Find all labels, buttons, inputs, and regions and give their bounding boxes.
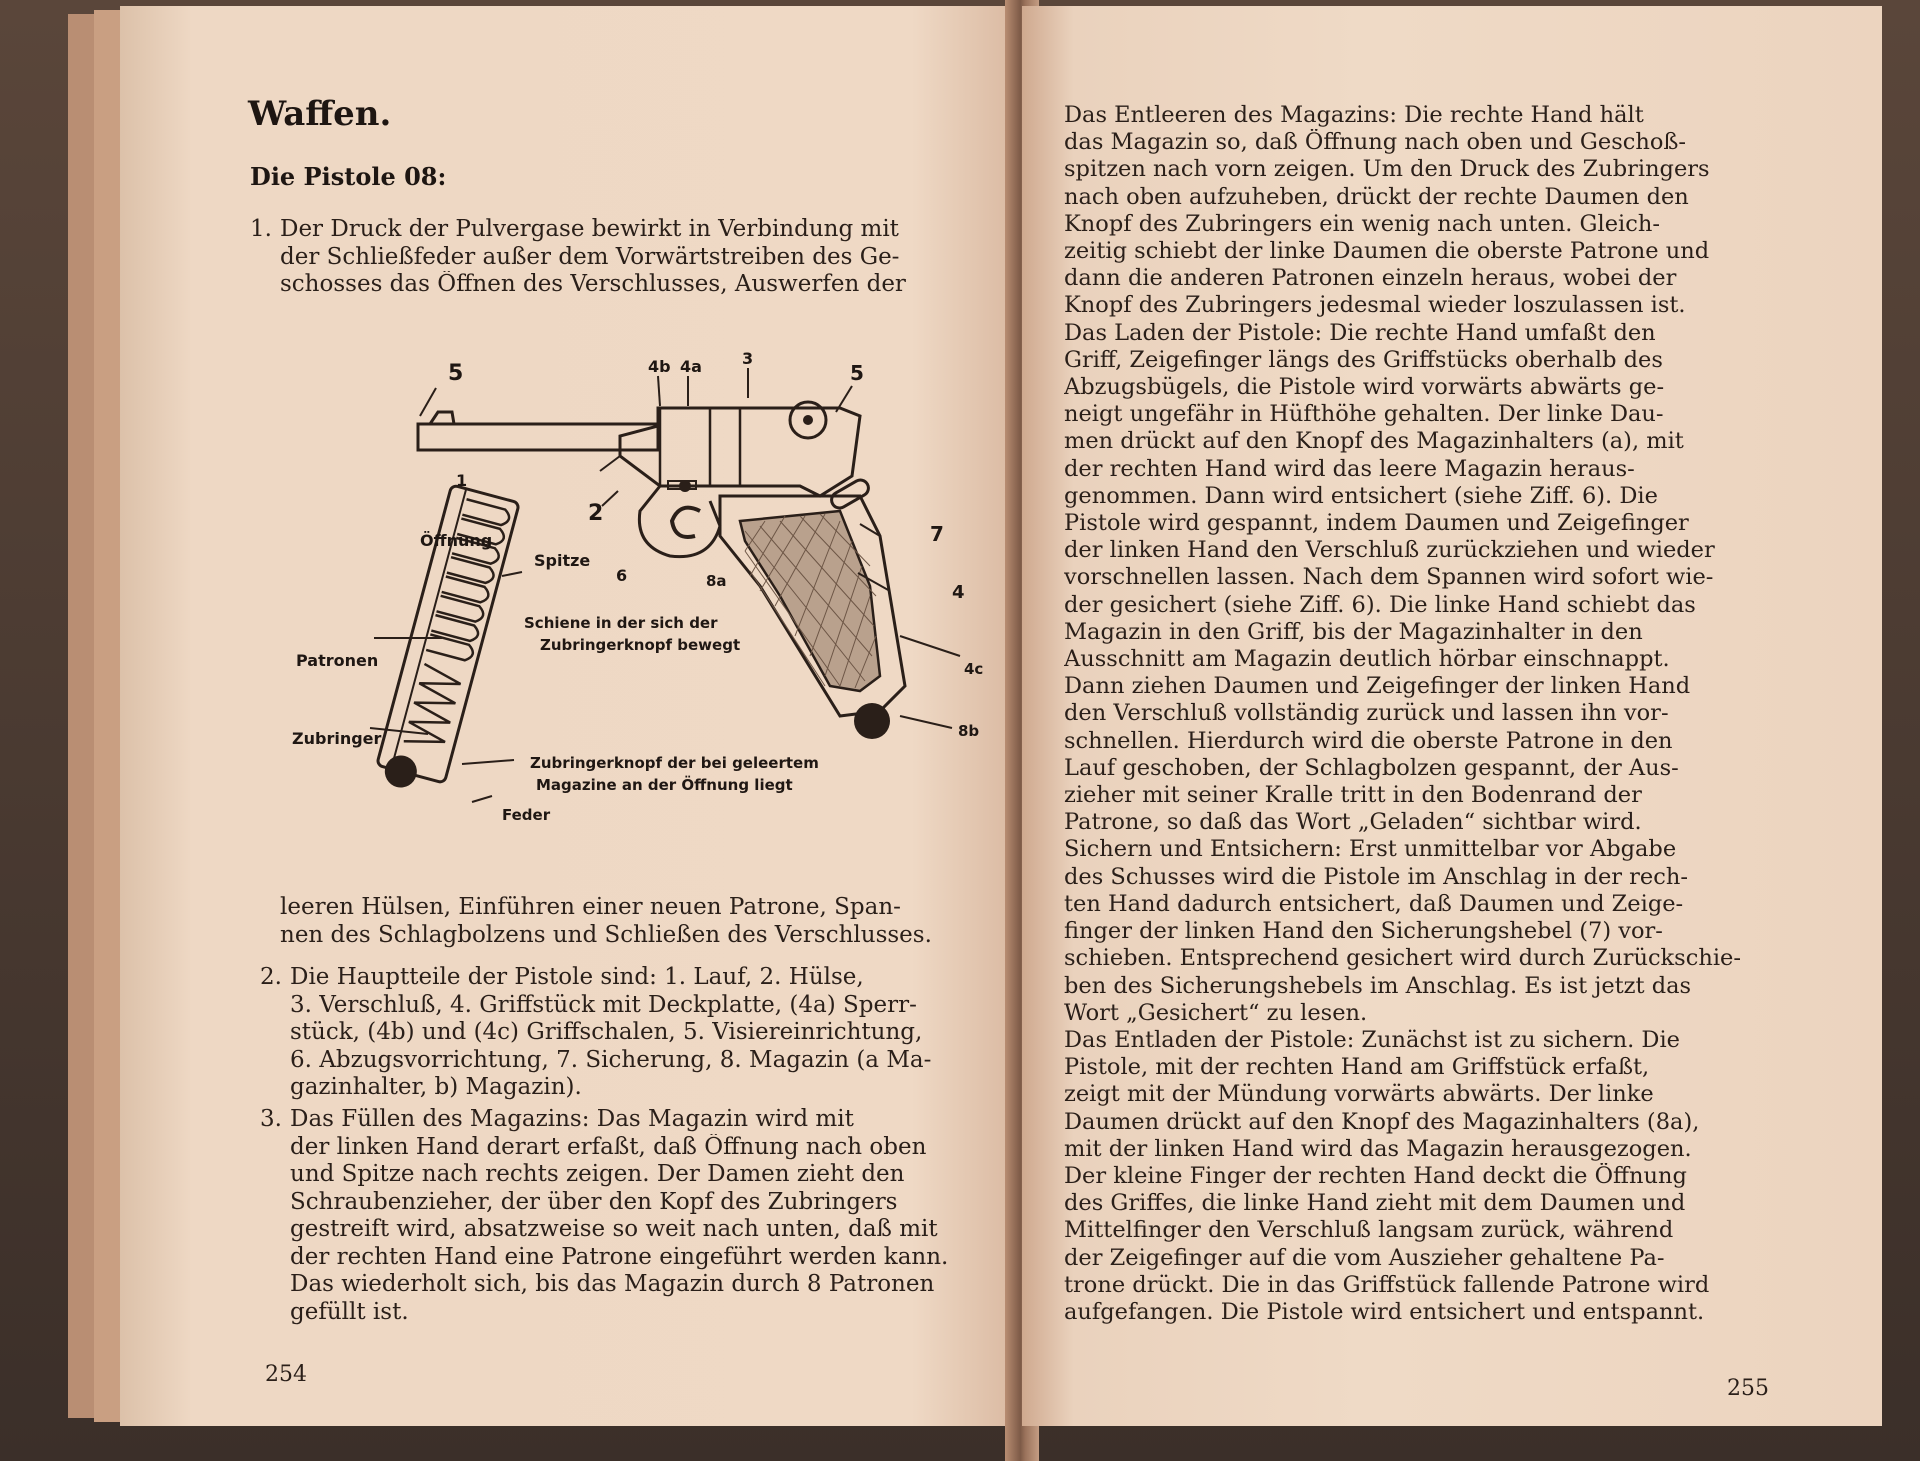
paragraph-line: 6. Abzugsvorrichtung, 7. Sicherung, 8. Magazin (a Ma-	[290, 1046, 932, 1073]
paragraph-line: schnellen. Hierdurch wird die oberste Patrone in den	[1064, 727, 1673, 754]
paragraph-line: Pistole wird gespannt, indem Daumen und Zeigefinger	[1064, 510, 1689, 537]
paragraph-line: der rechten Hand wird das leere Magazin heraus-	[1064, 455, 1635, 482]
paragraph-line: stück, (4b) und (4c) Griffschalen, 5. Visiereinrichtung,	[290, 1019, 923, 1045]
paragraph-line: Mittelfinger den Verschluß langsam zurück, während	[1064, 1217, 1674, 1244]
front-sight	[430, 412, 454, 424]
figure-label: Patronen	[296, 651, 379, 670]
figure-label: 1	[456, 471, 468, 490]
figure-label: 4b	[648, 357, 671, 376]
paragraph-line: Magazin in den Griff, bis der Magazinhalter in den	[1064, 618, 1643, 645]
figure-label: 4	[952, 582, 965, 603]
paragraph-1	[250, 216, 930, 299]
paragraph-line: Dann ziehen Daumen und Zeigefinger der linken Hand	[1064, 673, 1691, 700]
paragraph-line: Pistole, mit der rechten Hand am Griffstück erfaßt,	[1064, 1054, 1650, 1081]
paragraph-line: ben des Sicherungshebels im Anschlag. Es ist jetzt das	[1064, 972, 1692, 999]
paragraph-line: und Spitze nach rechts zeigen. Der Damen zieht den	[290, 1161, 905, 1187]
paragraph-line: Das wiederholt sich, bis das Magazin durch 8 Patronen	[290, 1271, 935, 1297]
paragraph-line: aufgefangen. Die Pistole wird entsichert und entspannt.	[1064, 1298, 1705, 1325]
paragraph-line: des Griffes, die linke Hand zieht mit dem Daumen und	[1064, 1190, 1686, 1217]
paragraph-line: Daumen drückt auf den Knopf des Magazinhalters (8a),	[1064, 1108, 1700, 1135]
paragraph-line: den Verschluß vollständig zurück und lassen ihn vor-	[1064, 700, 1669, 727]
figure-label: Zubringerknopf bewegt	[540, 636, 741, 654]
paragraph-line: Der kleine Finger der rechten Hand deckt die Öffnung	[1064, 1162, 1687, 1189]
section-title: Die Pistole 08:	[250, 162, 447, 191]
paragraph-line: Schraubenzieher, der über den Kopf des Zubringers	[290, 1188, 898, 1215]
figure-label: Magazine an der Öffnung liegt	[536, 776, 793, 794]
paragraph-line: schieben. Entsprechend gesichert wird durch Zurückschie-	[1064, 945, 1741, 972]
pistol-diagram	[240, 336, 1000, 876]
paragraph-line: der Schließfeder außer dem Vorwärtstreiben des Ge-	[280, 243, 900, 270]
paragraph-line: gestreift wird, absatzweise so weit nach unten, daß mit	[290, 1216, 938, 1242]
figure-label: 2	[588, 501, 604, 526]
paragraph-line: finger der linken Hand den Sicherungshebel (7) vor-	[1064, 918, 1663, 945]
paragraph-line: leeren Hülsen, Einführen einer neuen Patrone, Span-	[280, 894, 901, 920]
paragraph-line: zieher mit seiner Kralle tritt in den Bodenrand der	[1064, 782, 1642, 809]
magazine-base-knob	[854, 703, 890, 739]
figure-label: Schiene in der sich der	[524, 614, 718, 632]
paragraph-line: des Schusses wird die Pistole im Anschlag in der rech-	[1064, 863, 1688, 890]
figure-label: Öffnung	[420, 531, 493, 550]
paragraph-line: der Zeigefinger auf die vom Auszieher gehaltene Pa-	[1064, 1244, 1665, 1271]
trigger-guard	[639, 486, 720, 557]
paragraph-line: zeitig schiebt der linke Daumen die oberste Patrone und	[1064, 238, 1710, 265]
paragraph-line: 2. Die Hauptteile der Pistole sind: 1. Lauf, 2. Hülse,	[260, 964, 864, 990]
paragraph-2	[260, 964, 980, 1102]
paragraph-line: neigt ungefähr in Hüfthöhe gehalten. Der linke Dau-	[1064, 401, 1664, 428]
figure-label: 4a	[680, 357, 702, 376]
paragraph-line: dann die anderen Patronen einzeln heraus, wobei der	[1064, 265, 1677, 292]
paragraph-line: ten Hand dadurch entsichert, daß Daumen und Zeige-	[1064, 890, 1684, 917]
paragraph-line: Das Entleeren des Magazins: Die rechte Hand hält	[1064, 102, 1644, 128]
grip-panel	[740, 511, 880, 691]
paragraph-line: 1. Der Druck der Pulvergase bewirkt in Verbindung mit	[250, 216, 899, 242]
paragraph-3	[260, 1106, 980, 1326]
figure-label: 8b	[958, 722, 980, 740]
paragraph-line: Ausschnitt am Magazin deutlich hörbar einschnappt.	[1064, 646, 1670, 673]
page-number-left: 254	[265, 1362, 307, 1387]
paragraph-line: Das Entladen der Pistole: Zunächst ist zu sichern. Die	[1064, 1026, 1680, 1053]
left-page	[120, 6, 1020, 1426]
figure-label: 8a	[706, 572, 727, 590]
paragraph-line: Knopf des Zubringers ein wenig nach unten. Gleich-	[1064, 210, 1660, 237]
paragraph-line: mit der linken Hand wird das Magazin herausgezogen.	[1064, 1135, 1692, 1162]
magazine-spring	[404, 664, 463, 752]
paragraph-line: der linken Hand derart erfaßt, daß Öffnung nach oben	[290, 1133, 927, 1160]
paragraph-number: 2.	[260, 964, 282, 990]
figure-label: 3	[742, 349, 754, 368]
figure-label: Spitze	[534, 551, 591, 570]
paragraph-line: 3. Das Füllen des Magazins: Das Magazin wird mit	[260, 1106, 854, 1132]
paragraph-line: zeigt mit der Mündung vorwärts abwärts. Der linke	[1064, 1081, 1654, 1108]
figure-label: 6	[616, 566, 628, 585]
paragraph-line: der gesichert (siehe Ziff. 6). Die linke Hand schiebt das	[1064, 591, 1696, 618]
magazine-knob	[381, 752, 420, 791]
paragraph-line: Griff, Zeigefinger längs des Griffstücks oberhalb des	[1064, 346, 1663, 373]
right-page	[1022, 6, 1882, 1426]
paragraph-line: Abzugsbügels, die Pistole wird vorwärts abwärts ge-	[1064, 374, 1665, 401]
paragraph-line: trone drückt. Die in das Griffstück fallende Patrone wird	[1064, 1271, 1710, 1298]
paragraph-line: Knopf des Zubringers jedesmal wieder loszulassen ist.	[1064, 292, 1686, 319]
figure-label: 4c	[964, 660, 984, 678]
paragraph-line: Lauf geschoben, der Schlagbolzen gespannt, der Aus-	[1064, 754, 1679, 781]
figure-label: Zubringer	[292, 729, 382, 748]
paragraph-line: Sichern und Entsichern: Erst unmittelbar vor Abgabe	[1064, 836, 1677, 863]
paragraph-line: gefüllt ist.	[290, 1298, 409, 1325]
paragraph-number: 1.	[250, 216, 272, 242]
paragraph-line: das Magazin so, daß Öffnung nach oben und Geschoß-	[1064, 129, 1687, 156]
figure-label: Zubringerknopf der bei geleertem	[530, 754, 819, 772]
paragraph-line: genommen. Dann wird entsichert (siehe Ziff. 6). Die	[1064, 482, 1658, 509]
paragraph-line: schosses das Öffnen des Verschlusses, Auswerfen der	[280, 271, 906, 297]
paragraph-line: spitzen nach vorn zeigen. Um den Druck des Zubringers	[1064, 156, 1710, 183]
page-number-right: 255	[1727, 1376, 1769, 1401]
paragraph-number: 3.	[260, 1106, 282, 1132]
paragraph-line: nach oben aufzuheben, drückt der rechte Daumen den	[1064, 183, 1689, 210]
paragraph-line: Wort „Gesichert“ zu lesen.	[1064, 999, 1368, 1026]
paragraph-1-continued	[280, 894, 980, 949]
page-heading: Waffen.	[248, 94, 392, 134]
paragraph-line: Das Laden der Pistole: Die rechte Hand umfaßt den	[1064, 319, 1656, 346]
paragraph-line: 3. Verschluß, 4. Griffstück mit Deckplatte, (4a) Sperr-	[290, 991, 917, 1018]
paragraph-line: gazinhalter, b) Magazin).	[290, 1074, 582, 1100]
right-page-text	[1064, 102, 1820, 1326]
figure-label: 5	[850, 361, 864, 385]
figure-label: 7	[930, 522, 944, 546]
paragraph-line: nen des Schlagbolzens und Schließen des Verschlusses.	[280, 921, 932, 948]
paragraph-line: Patrone, so daß das Wort „Geladen“ sichtbar wird.	[1064, 809, 1642, 836]
paragraph-line: der rechten Hand eine Patrone eingeführt werden kann.	[290, 1243, 949, 1270]
figure-label: 5	[448, 361, 464, 386]
paragraph-line: der linken Hand den Verschluß zurückziehen und wieder	[1064, 537, 1715, 564]
paragraph-line: vorschnellen lassen. Nach dem Spannen wird sofort wie-	[1064, 564, 1714, 591]
figure-label: Feder	[502, 806, 551, 824]
paragraph-line: men drückt auf den Knopf des Magazinhalters (a), mit	[1064, 428, 1684, 455]
